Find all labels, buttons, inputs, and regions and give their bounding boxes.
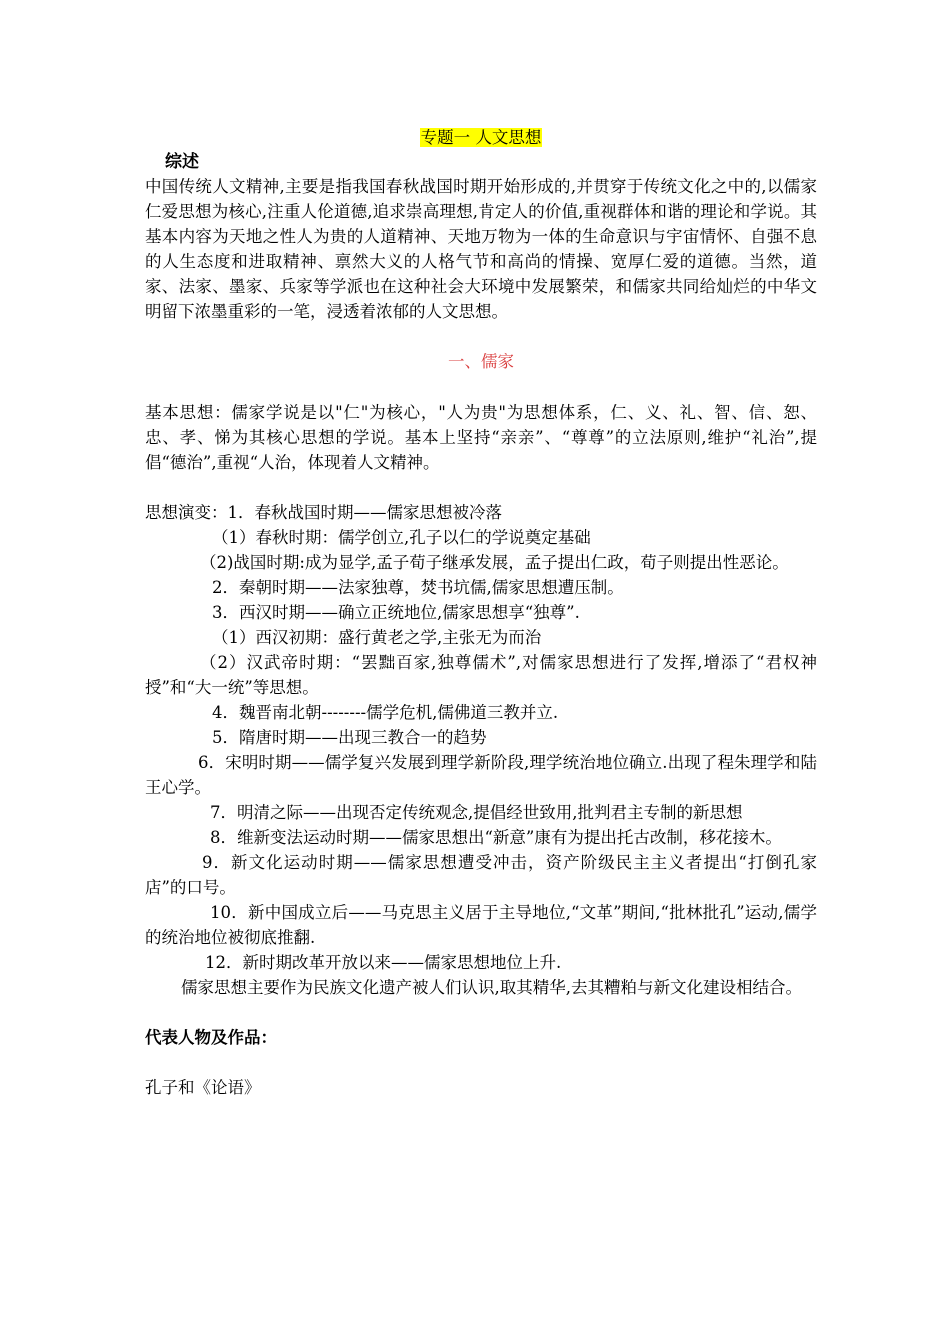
evolution-item: 4．魏晋南北朝--------儒学危机,儒佛道三教并立. xyxy=(212,703,559,722)
summary-heading: 综述 xyxy=(165,152,199,172)
evolution-item: 9．新文化运动时期——儒家思想遭受冲击，资产阶级民主主义者提出“打倒孔家店”的口号。 xyxy=(145,853,817,897)
evolution-item: （1）西汉初期：盛行黄老之学,主张无为而治 xyxy=(212,628,542,647)
evolution-item: 8．维新变法运动时期——儒家思想出“新意”康有为提出托古改制，移花接木。 xyxy=(210,828,782,847)
document-body xyxy=(145,124,817,1100)
evolution-heading: 思想演变：1．春秋战国时期——儒家思想被冷落 xyxy=(145,503,502,522)
summary-paragraph: 中国传统人文精神,主要是指我国春秋战国时期开始形成的,并贯穿于传统文化之中的,以儒家仁爱思想为核心,注重人伦道德,追求崇高理想,肯定人的价值,重视群体和谐的理论和学说。其基本内容为天地之性人为贵的人道精神、天地万物为一体的生命意识与宇宙情怀、自强不息的人生态度和进取精神、禀然大义的人格气节和高尚的情操、宽厚仁爱的道德。当然，道家、法家、墨家、兵家等学派也在这种社会大环境中发展繁荣，和儒家共同给灿烂的中华文明留下浓墨重彩的一笔，浸透着浓郁的人文思想。 xyxy=(145,177,817,321)
section-heading-confucianism: 一、儒家 xyxy=(448,352,514,371)
title-row xyxy=(145,124,817,148)
evolution-item: 2．秦朝时期——法家独尊，焚书坑儒,儒家思想遭压制。 xyxy=(212,578,624,597)
evolution-item: 10．新中国成立后——马克思主义居于主导地位,“文革”期间,“批林批孔”运动,儒学的统治地位被彻底推翻. xyxy=(145,903,817,947)
page-title: 专题一 人文思想 xyxy=(420,128,542,147)
evolution-item: （2)战国时期:成为显学,孟子荀子继承发展，孟子提出仁政，荀子则提出性恶论。 xyxy=(200,553,789,572)
evolution-item: 12．新时期改革开放以来——儒家思想地位上升. xyxy=(205,953,562,972)
basic-thought-paragraph: 基本思想：儒家学说是以"仁"为核心，"人为贵"为思想体系，仁、义、礼、智、信、恕、忠、孝、悌为其核心思想的学说。基本上坚持“亲亲”、“尊尊”的立法原则,维护“礼治”,提倡“德治”,重视“人治，体现着人文精神。 xyxy=(145,403,817,472)
spacer xyxy=(145,475,817,500)
evolution-item: （2）汉武帝时期：“罢黜百家,独尊儒术”,对儒家思想进行了发挥,增添了“君权神授”和“大一统”等思想。 xyxy=(145,653,817,697)
evolution-item: （1）春秋时期：儒学创立,孔子以仁的学说奠定基础 xyxy=(212,528,591,547)
evolution-item: 7．明清之际——出现否定传统观念,提倡经世致用,批判君主专制的新思想 xyxy=(210,803,743,822)
representative-item: 孔子和《论语》 xyxy=(145,1078,261,1097)
evolution-item: 儒家思想主要作为民族文化遗产被人们认识,取其精华,去其糟粕与新文化建设相结合。 xyxy=(181,978,802,997)
spacer xyxy=(145,1050,817,1075)
representatives-heading: 代表人物及作品： xyxy=(145,1028,277,1047)
evolution-item: 3．西汉时期——确立正统地位,儒家思想享“独尊”. xyxy=(212,603,580,622)
evolution-item: 5．隋唐时期——出现三教合一的趋势 xyxy=(212,728,487,747)
evolution-item: 6．宋明时期——儒学复兴发展到理学新阶段,理学统治地位确立.出现了程朱理学和陆王心学。 xyxy=(145,753,817,797)
spacer xyxy=(145,1000,817,1025)
